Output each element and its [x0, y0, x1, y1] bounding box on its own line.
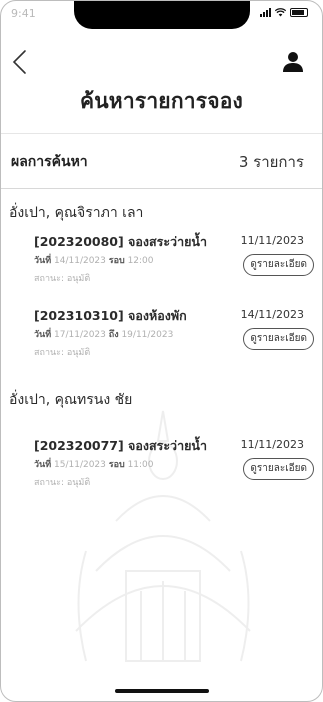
status-bar [1, 1, 322, 31]
cellular-signal-icon [260, 8, 271, 17]
result-count: 3 รายการ [238, 153, 304, 171]
booking-schedule: วันที่ 15/11/2023 รอบ 11:00 [34, 460, 154, 470]
status-icons [260, 8, 308, 17]
booking-title: [202320077] จองสระว่ายน้ำ [34, 438, 207, 453]
booking-item [34, 436, 314, 520]
result-label: ผลการค้นหา [11, 154, 88, 170]
view-details-button[interactable]: ดูรายละเอียด [243, 254, 314, 276]
search-result-summary [1, 134, 322, 188]
booking-date: 14/11/2023 [240, 308, 304, 321]
wifi-icon [275, 8, 286, 17]
booking-schedule: วันที่ 17/11/2023 ถึง 19/11/2023 [34, 330, 174, 340]
guest-group-name: อั่งเปา, คุณทรนง ชัย [9, 392, 133, 408]
booking-title: [202310310] จองห้องพัก [34, 308, 187, 323]
page-title: ค้นหารายการจอง [80, 89, 243, 113]
battery-icon [290, 8, 308, 17]
back-chevron-icon[interactable] [7, 47, 33, 77]
guest-group-name: อั่งเปา, คุณจิราภา เลา [9, 205, 144, 221]
booking-schedule: วันที่ 14/11/2023 รอบ 12:00 [34, 256, 154, 266]
status-time: 9:41 [11, 7, 36, 20]
divider [1, 188, 322, 189]
booking-status: สถานะ: อนุมัติ [34, 274, 91, 284]
booking-title: [202320080] จองสระว่ายน้ำ [34, 234, 207, 249]
device-notch [74, 1, 250, 29]
booking-status: สถานะ: อนุมัติ [34, 348, 91, 358]
booking-date: 11/11/2023 [240, 234, 304, 247]
booking-item [34, 306, 314, 390]
booking-date: 11/11/2023 [240, 438, 304, 451]
user-profile-icon[interactable] [282, 51, 304, 73]
booking-status: สถานะ: อนุมัติ [34, 478, 91, 488]
home-indicator[interactable] [115, 689, 209, 693]
booking-item [34, 232, 314, 316]
view-details-button[interactable]: ดูรายละเอียด [243, 458, 314, 480]
view-details-button[interactable]: ดูรายละเอียด [243, 328, 314, 350]
